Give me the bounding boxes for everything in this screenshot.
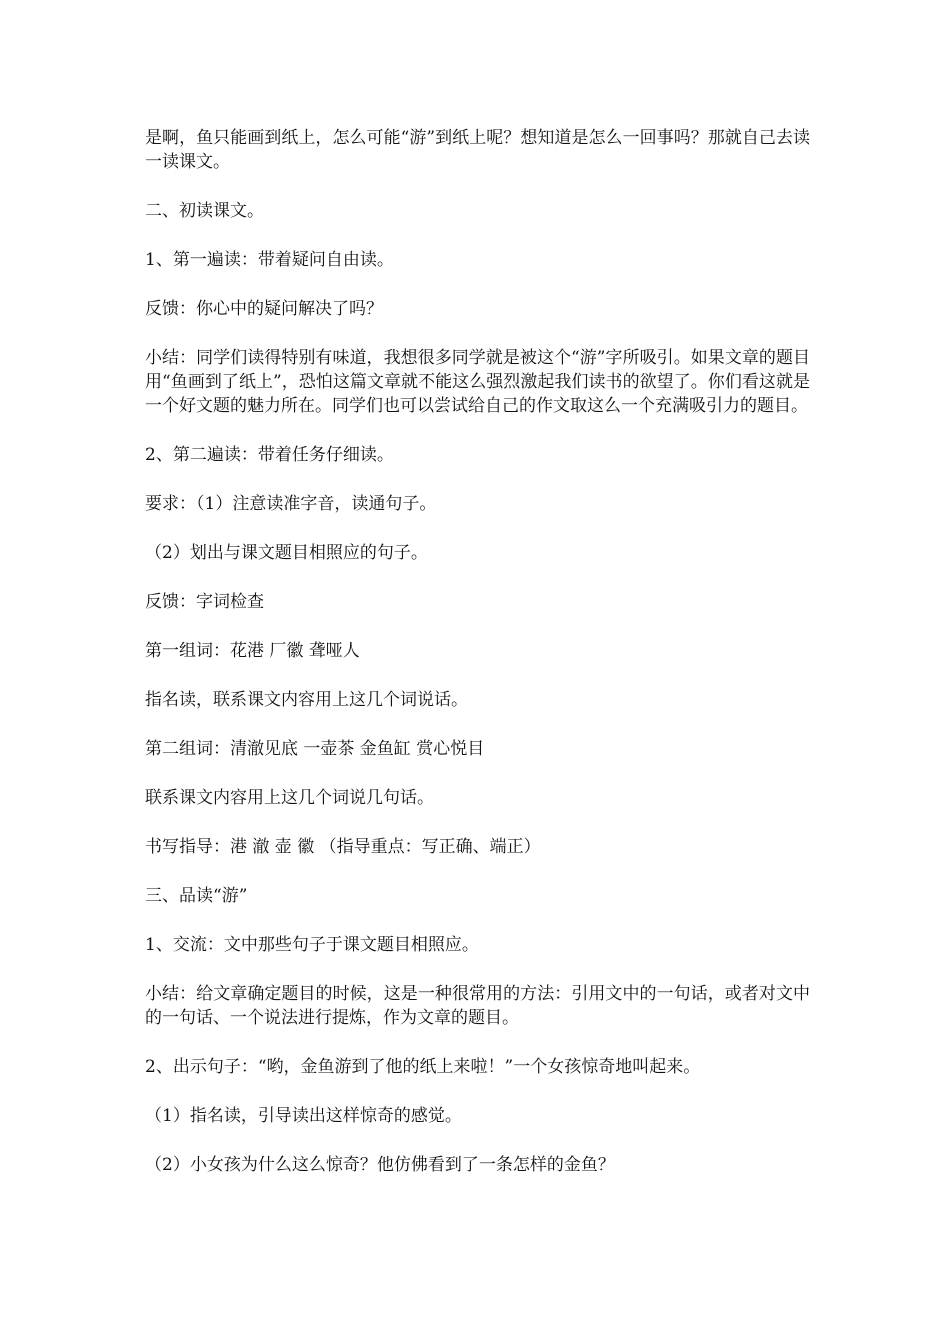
paragraph-requirement-2: （2）划出与课文题目相照应的句子。 bbox=[145, 543, 428, 563]
paragraph-read-aloud: 指名读，联系课文内容用上这几个词说话。 bbox=[145, 690, 468, 710]
heading-section-3: 三、品读“游” bbox=[145, 886, 248, 906]
document-body bbox=[145, 126, 810, 1202]
paragraph-exchange: 1、交流：文中那些句子于课文题目相照应。 bbox=[145, 935, 479, 955]
paragraph-show-sentence: 2、出示句子：“哟，金鱼游到了他的纸上来啦！”一个女孩惊奇地叫起来。 bbox=[145, 1057, 701, 1077]
paragraph-requirement-1: 要求：（1）注意读准字音，读通句子。 bbox=[145, 494, 437, 514]
paragraph-writing-guide: 书写指导：港 澈 壶 徽 （指导重点：写正确、端正） bbox=[145, 837, 541, 857]
paragraph-speak-sentences: 联系课文内容用上这几个词说几句话。 bbox=[145, 788, 434, 808]
paragraph-first-read: 1、第一遍读：带着疑问自由读。 bbox=[145, 250, 394, 270]
paragraph-intro: 是啊，鱼只能画到纸上，怎么可能“游”到纸上呢？想知道是怎么一回事吗？那就自己去读一读课文。 bbox=[145, 128, 810, 172]
paragraph-second-read: 2、第二遍读：带着任务仔细读。 bbox=[145, 445, 394, 465]
paragraph-summary-1: 小结：同学们读得特别有味道，我想很多同学就是被这个“游”字所吸引。如果文章的题目用“鱼画到了纸上”，恐怕这篇文章就不能这么强烈激起我们读书的欲望了。你们看这就是一个好文题的魅力所在。同学们也可以尝试给自己的作文取这么一个充满吸引力的题目。 bbox=[145, 348, 810, 416]
paragraph-word-group-2: 第二组词：清澈见底 一壶茶 金鱼缸 赏心悦目 bbox=[145, 739, 485, 759]
paragraph-word-group-1: 第一组词：花港 厂徽 聋哑人 bbox=[145, 641, 360, 661]
paragraph-item-1: （1）指名读，引导读出这样惊奇的感觉。 bbox=[145, 1106, 462, 1126]
heading-section-2: 二、初读课文。 bbox=[145, 201, 264, 221]
paragraph-item-2: （2）小女孩为什么这么惊奇？他仿佛看到了一条怎样的金鱼？ bbox=[145, 1155, 615, 1175]
paragraph-feedback-1: 反馈：你心中的疑问解决了吗？ bbox=[145, 299, 383, 319]
paragraph-summary-2: 小结：给文章确定题目的时候，这是一种很常用的方法：引用文中的一句话，或者对文中的一句话、一个说法进行提炼，作为文章的题目。 bbox=[145, 984, 810, 1028]
paragraph-feedback-words: 反馈：字词检查 bbox=[145, 592, 264, 612]
